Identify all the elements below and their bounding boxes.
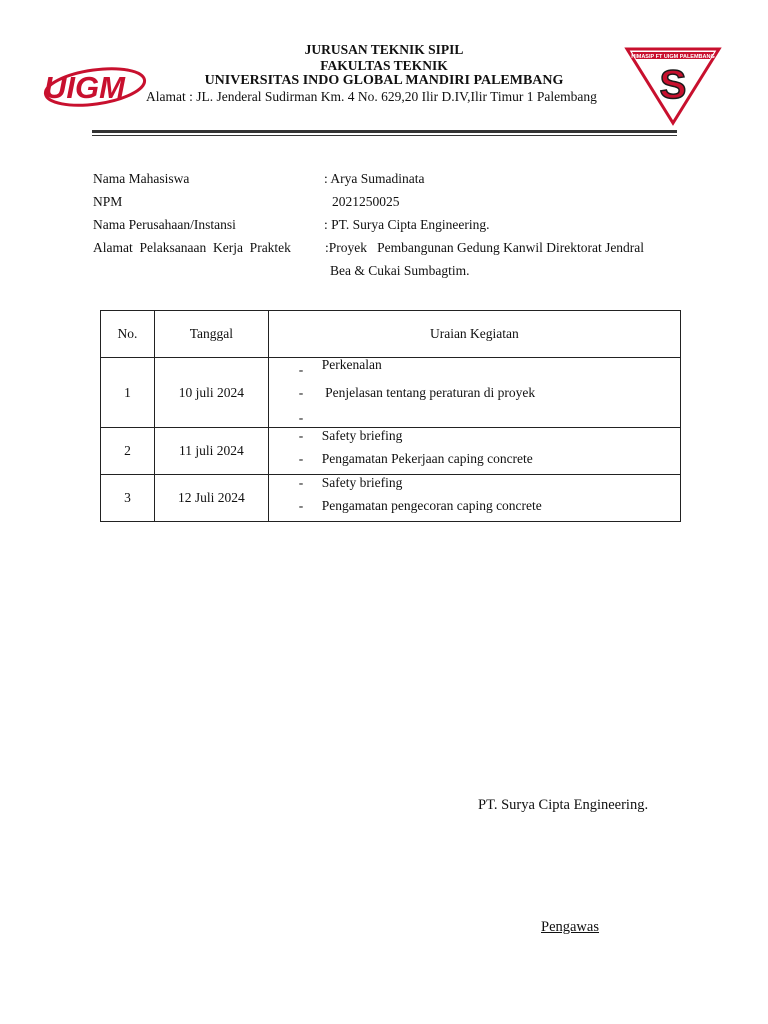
activity-text: Safety briefing (321, 428, 403, 443)
row-activities (268, 428, 680, 475)
university-title: UNIVERSITAS INDO GLOBAL MANDIRI PALEMBANG (204, 73, 564, 88)
npm-value: 2021250025 (332, 194, 400, 209)
row-no: 1 (101, 358, 155, 428)
table-row (101, 358, 681, 428)
header-no: No. (101, 311, 155, 358)
npm-label: NPM (93, 194, 123, 209)
table-row (101, 428, 681, 475)
signature-company: PT. Surya Cipta Engineering. (478, 797, 649, 813)
student-name-value: : Arya Sumadinata (324, 171, 425, 186)
bullet-dash: - (298, 451, 304, 466)
table-header-row (101, 311, 681, 358)
bullet-dash: - (298, 362, 304, 377)
row-date: 11 juli 2024 (154, 428, 268, 475)
himasip-logo (624, 46, 722, 126)
activity-text: Penjelasan tentang peraturan di proyek (321, 385, 536, 400)
row-activities (268, 475, 680, 522)
himasip-logo-letter: S (659, 63, 687, 107)
bullet-dash: - (298, 410, 304, 425)
bullet-dash: - (298, 475, 304, 490)
header-date: Tanggal (154, 311, 268, 358)
faculty-title: FAKULTAS TEKNIK (320, 58, 448, 73)
bullet-dash: - (298, 498, 304, 513)
activity-text: Pengamatan pengecoran caping concrete (321, 498, 542, 513)
activity-item (269, 447, 680, 470)
himasip-logo-text: HIMASIP FT UIGM PALEMBANG (631, 54, 715, 60)
table-row (101, 475, 681, 522)
uigm-logo-text: UIGM (44, 70, 125, 105)
activity-item (269, 381, 680, 404)
student-name-label: Nama Mahasiswa (93, 171, 190, 186)
location-value-line1: :Proyek Pembangunan Gedung Kanwil Direktorat Jendral (325, 240, 645, 255)
activity-item (269, 358, 680, 381)
activity-text: Safety briefing (321, 475, 403, 490)
activity-text: Perkenalan (321, 357, 382, 372)
bullet-dash: - (298, 428, 304, 443)
university-address: Alamat : JL. Jenderal Sudirman Km. 4 No. 629,20 Ilir D.IV,Ilir Timur 1 Palembang (146, 89, 597, 104)
company-value: : PT. Surya Cipta Engineering. (324, 217, 490, 232)
location-value-line2: Bea & Cukai Sumbagtim. (330, 263, 470, 278)
row-date: 12 Juli 2024 (154, 475, 268, 522)
row-date: 10 juli 2024 (154, 358, 268, 428)
signature-role: Pengawas (541, 919, 599, 935)
activity-item (269, 494, 680, 517)
header-activity: Uraian Kegiatan (268, 311, 680, 358)
header-rule-thin (92, 135, 677, 136)
activity-text: Pengamatan Pekerjaan caping concrete (321, 451, 533, 466)
activity-table (100, 310, 681, 522)
row-no: 2 (101, 428, 155, 475)
location-label: Alamat Pelaksanaan Kerja Praktek (93, 240, 291, 255)
row-activities (268, 358, 680, 428)
company-label: Nama Perusahaan/Instansi (93, 217, 236, 232)
header-rule-thick (92, 130, 677, 133)
department-title: JURUSAN TEKNIK SIPIL (304, 42, 464, 57)
activity-item (269, 471, 680, 494)
row-no: 3 (101, 475, 155, 522)
bullet-dash: - (298, 385, 304, 400)
activity-item (269, 424, 680, 447)
